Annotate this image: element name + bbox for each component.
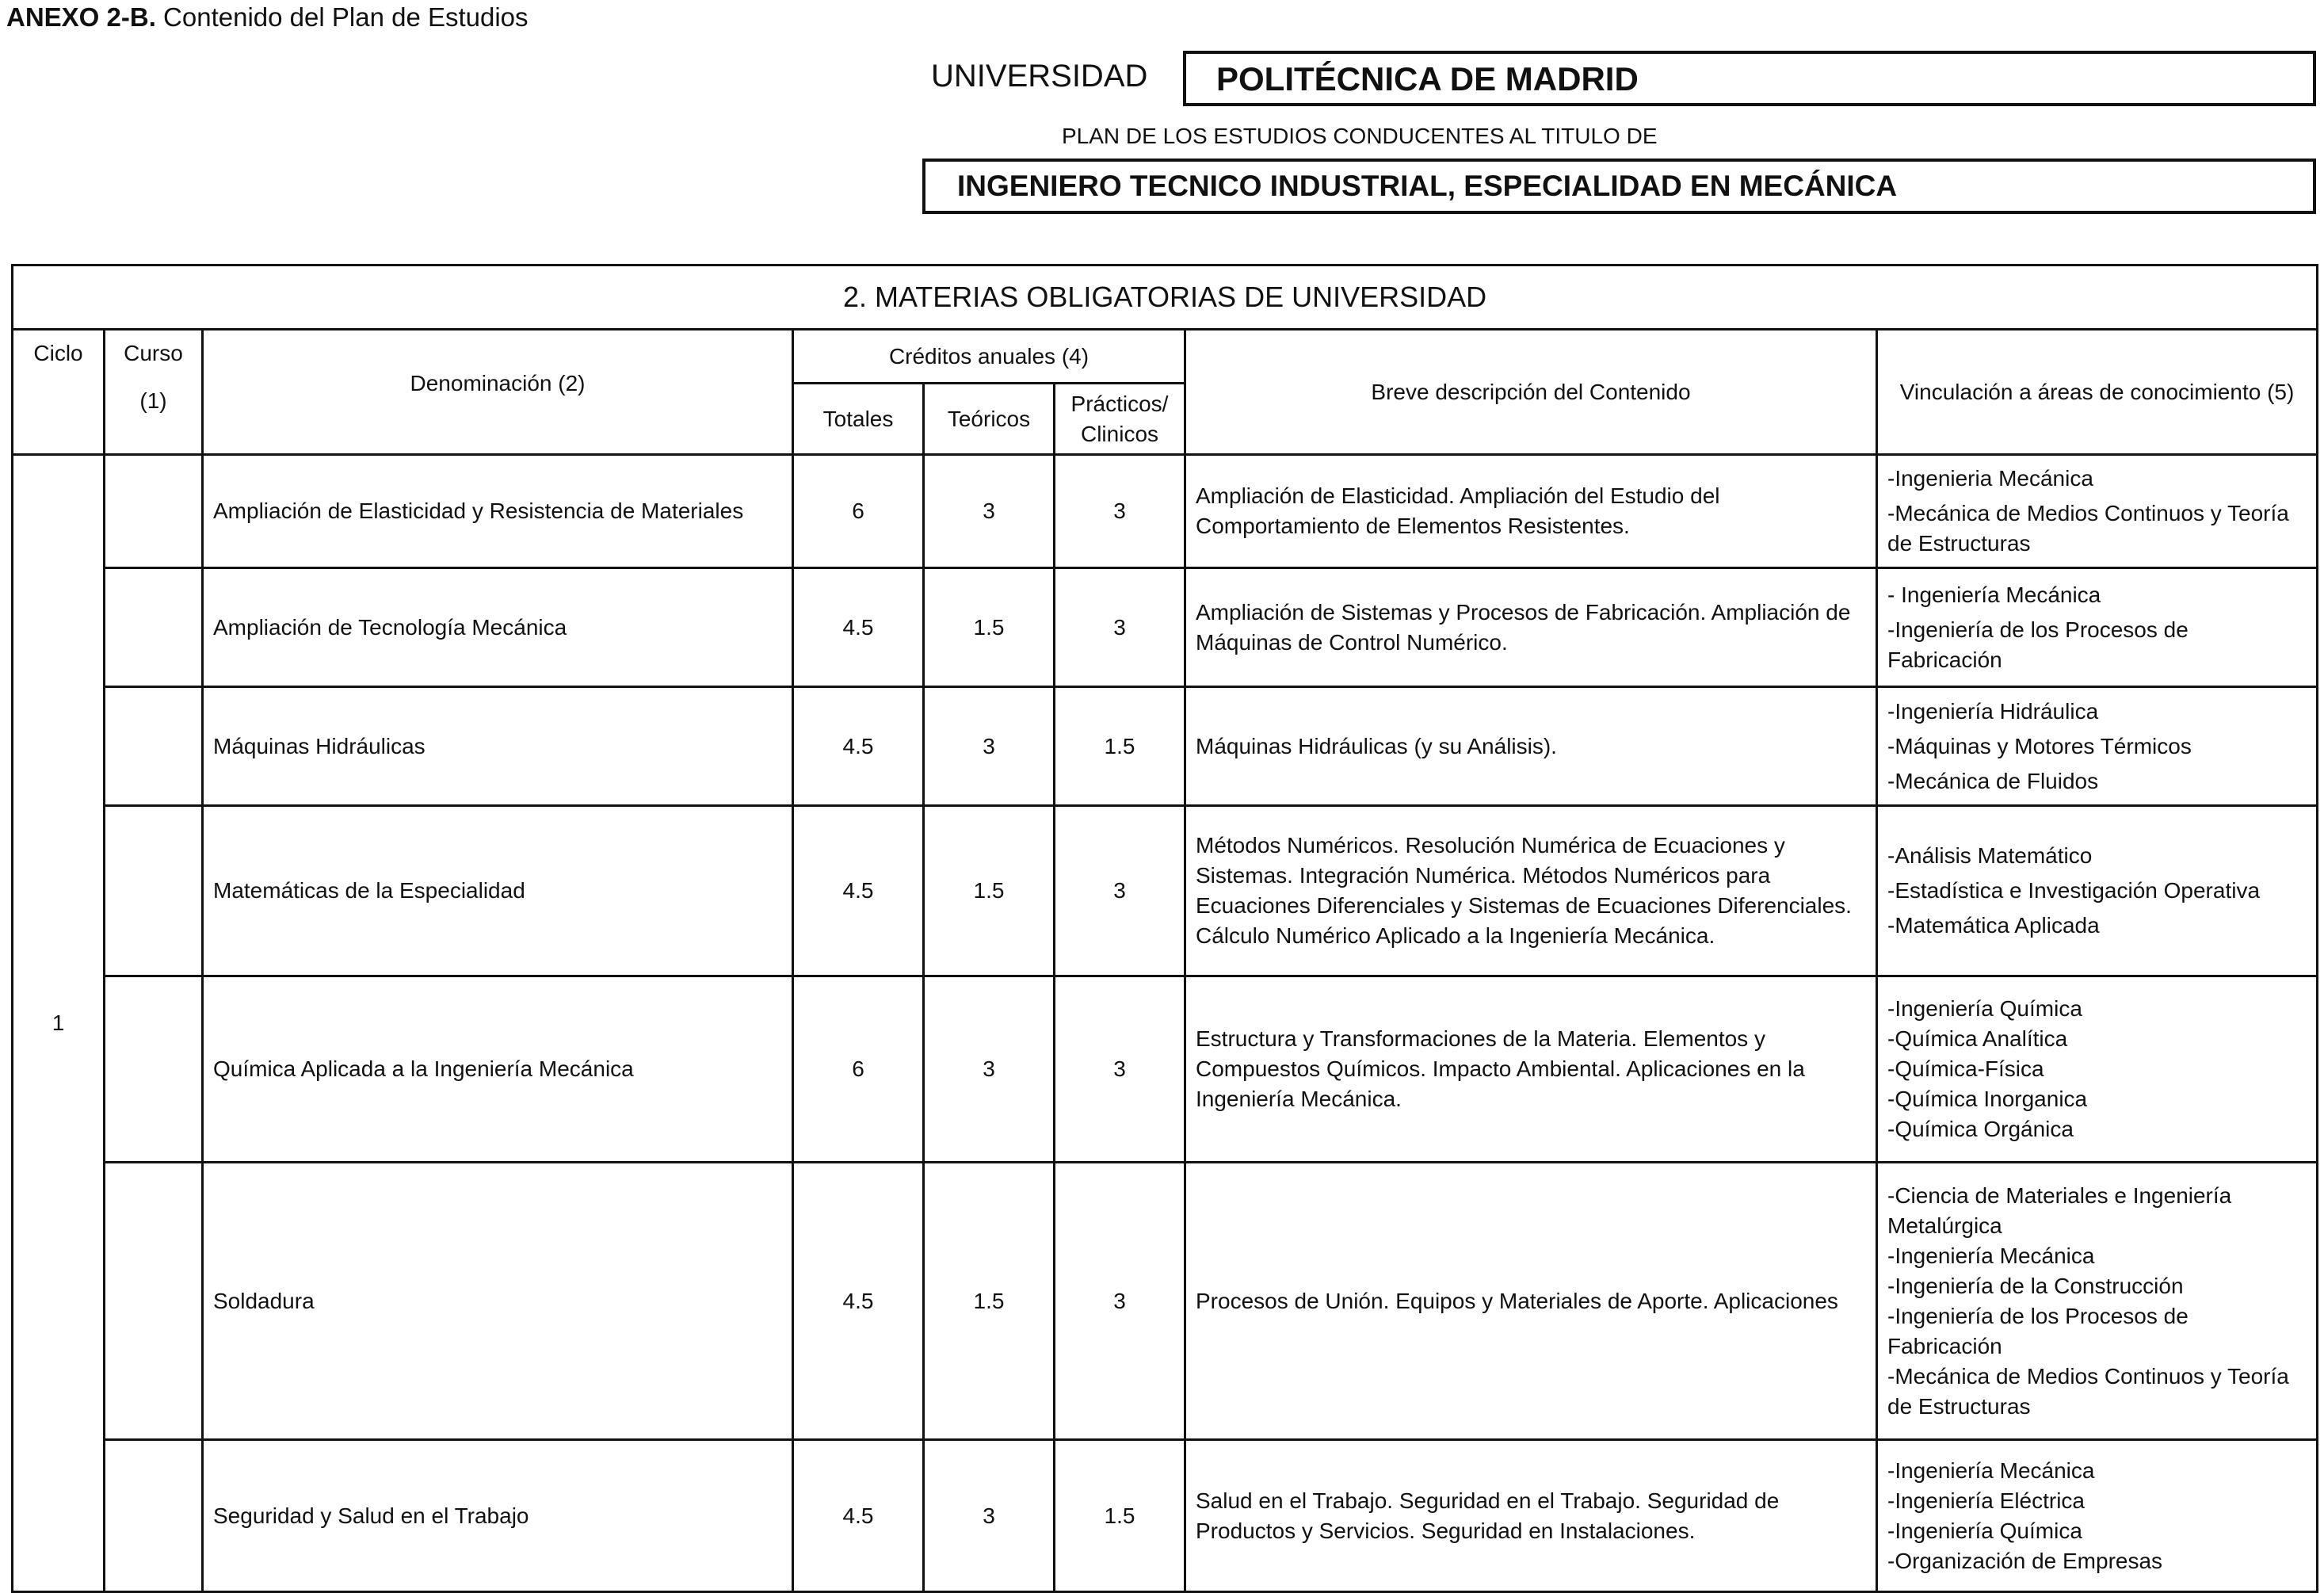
- annex-number: ANEXO 2-B.: [6, 2, 156, 32]
- table-row: [13, 455, 2318, 568]
- credits-theory: 3: [924, 976, 1055, 1163]
- knowledge-areas: [1877, 976, 2318, 1163]
- credits-practice: 3: [1055, 568, 1185, 687]
- header-ciclo: Ciclo: [13, 330, 105, 455]
- table-row: [13, 1163, 2318, 1440]
- subject-name: Soldadura: [203, 1163, 793, 1440]
- subject-name: Ampliación de Elasticidad y Resistencia de Materiales: [203, 455, 793, 568]
- credits-theory: 3: [924, 1440, 1055, 1592]
- university-name-box: POLITÉCNICA DE MADRID: [1183, 51, 2316, 106]
- credits-practice: 1.5: [1055, 687, 1185, 806]
- knowledge-area-item: -Análisis Matemático: [1887, 843, 2093, 868]
- credits-theory: 1.5: [924, 1163, 1055, 1440]
- subject-name: Máquinas Hidráulicas: [203, 687, 793, 806]
- knowledge-areas: [1877, 806, 2318, 976]
- credits-theory: 1.5: [924, 806, 1055, 976]
- annex-heading: [6, 2, 529, 33]
- knowledge-area-item: -Química Analítica: [1887, 1026, 2068, 1051]
- content-description: Máquinas Hidráulicas (y su Análisis).: [1185, 687, 1877, 806]
- knowledge-area-item: -Ingeniería Hidráulica: [1887, 698, 2099, 724]
- credits-total: 4.5: [793, 687, 924, 806]
- curso-cell: [105, 687, 203, 806]
- subject-name: Ampliación de Tecnología Mecánica: [203, 568, 793, 687]
- university-label: UNIVERSIDAD: [931, 59, 1148, 94]
- knowledge-area-item: -Ciencia de Materiales e Ingeniería Metalúrgica: [1887, 1182, 2232, 1238]
- knowledge-areas: [1877, 1163, 2318, 1440]
- credits-total: 4.5: [793, 568, 924, 687]
- knowledge-area-item: - Ingeniería Mecánica: [1887, 582, 2101, 607]
- table-row: [13, 568, 2318, 687]
- knowledge-area-item: -Química Inorganica: [1887, 1087, 2088, 1111]
- knowledge-areas: [1877, 455, 2318, 568]
- annex-title: Contenido del Plan de Estudios: [155, 2, 529, 32]
- credits-total: 4.5: [793, 1163, 924, 1440]
- header-teoricos: Teóricos: [924, 384, 1055, 455]
- credits-total: 6: [793, 455, 924, 568]
- header-curso-label: Curso: [124, 341, 183, 365]
- credits-theory: 1.5: [924, 568, 1055, 687]
- plan-label: PLAN DE LOS ESTUDIOS CONDUCENTES AL TITULO DE: [1062, 124, 1658, 148]
- content-description: Métodos Numéricos. Resolución Numérica de Ecuaciones y Sistemas. Integración Numérica. Métodos Numéricos para Ecuaciones Diferenciales y Sistemas de Ecuaciones Diferenciales. Cálculo Numérico Aplicado a la Ingeniería Mecánica.: [1185, 806, 1877, 976]
- knowledge-areas: [1877, 568, 2318, 687]
- knowledge-area-item: -Mecánica de Medios Continuos y Teoría de Estructuras: [1887, 1363, 2289, 1419]
- knowledge-area-item: -Química Orgánica: [1887, 1117, 2074, 1141]
- knowledge-areas: [1877, 1440, 2318, 1592]
- credits-practice: 3: [1055, 976, 1185, 1163]
- curso-cell: [105, 568, 203, 687]
- credits-theory: 3: [924, 455, 1055, 568]
- table-row: [13, 1440, 2318, 1592]
- curriculum-table: [11, 264, 2318, 1593]
- curso-cell: [105, 455, 203, 568]
- header-curso: [105, 330, 203, 455]
- credits-total: 4.5: [793, 1440, 924, 1592]
- knowledge-area-item: -Química-Física: [1887, 1056, 2044, 1081]
- subject-name: Matemáticas de la Especialidad: [203, 806, 793, 976]
- knowledge-area-item: -Estadística e Investigación Operativa: [1887, 878, 2261, 903]
- table-row: [13, 976, 2318, 1163]
- knowledge-area-item: -Matemática Aplicada: [1887, 913, 2100, 938]
- knowledge-areas: [1877, 687, 2318, 806]
- content-description: Ampliación de Sistemas y Procesos de Fabricación. Ampliación de Máquinas de Control Numérico.: [1185, 568, 1877, 687]
- credits-practice: 3: [1055, 1163, 1185, 1440]
- header-creditos: Créditos anuales (4): [793, 330, 1185, 384]
- curso-cell: [105, 1163, 203, 1440]
- knowledge-area-item: -Máquinas y Motores Térmicos: [1887, 733, 2192, 758]
- header-totales: Totales: [793, 384, 924, 455]
- credits-practice: 3: [1055, 806, 1185, 976]
- credits-total: 4.5: [793, 806, 924, 976]
- credits-total: 6: [793, 976, 924, 1163]
- content-description: Estructura y Transformaciones de la Materia. Elementos y Compuestos Químicos. Impacto Ambiental. Aplicaciones en la Ingeniería Mecánica.: [1185, 976, 1877, 1163]
- header-descripcion: Breve descripción del Contenido: [1185, 330, 1877, 455]
- subject-name: Química Aplicada a la Ingeniería Mecánica: [203, 976, 793, 1163]
- credits-practice: 3: [1055, 455, 1185, 568]
- content-description: Procesos de Unión. Equipos y Materiales de Aporte. Aplicaciones: [1185, 1163, 1877, 1440]
- curso-cell: [105, 806, 203, 976]
- knowledge-area-item: -Ingeniería Mecánica: [1887, 1243, 2095, 1268]
- table-row: [13, 687, 2318, 806]
- content-description: Salud en el Trabajo. Seguridad en el Trabajo. Seguridad de Productos y Servicios. Seguridad en Instalaciones.: [1185, 1440, 1877, 1592]
- knowledge-area-item: -Mecánica de Fluidos: [1887, 768, 2099, 793]
- table-row: [13, 806, 2318, 976]
- knowledge-area-item: -Ingeniería Química: [1887, 1518, 2082, 1543]
- knowledge-area-item: -Mecánica de Medios Continuos y Teoría de Estructuras: [1887, 501, 2289, 556]
- knowledge-area-item: -Organización de Empresas: [1887, 1548, 2163, 1573]
- header-curso-note: (1): [139, 388, 167, 413]
- credits-theory: 3: [924, 687, 1055, 806]
- content-description: Ampliación de Elasticidad. Ampliación del Estudio del Comportamiento de Elementos Resistentes.: [1185, 455, 1877, 568]
- header-practicos: Prácticos/ Clinicos: [1055, 384, 1185, 455]
- ciclo-cell: 1: [13, 455, 105, 1592]
- header-vinculacion: Vinculación a áreas de conocimiento (5): [1877, 330, 2318, 455]
- knowledge-area-item: -Ingeniería de los Procesos de Fabricación: [1887, 1303, 2189, 1358]
- header-denominacion: Denominación (2): [203, 330, 793, 455]
- credits-practice: 1.5: [1055, 1440, 1185, 1592]
- curso-cell: [105, 1440, 203, 1592]
- knowledge-area-item: -Ingeniería de la Construcción: [1887, 1273, 2184, 1298]
- section-title: 2. MATERIAS OBLIGATORIAS DE UNIVERSIDAD: [13, 266, 2318, 330]
- knowledge-area-item: -Ingeniería de los Procesos de Fabricación: [1887, 617, 2189, 672]
- knowledge-area-item: -Ingeniería Mecánica: [1887, 1457, 2095, 1483]
- subject-name: Seguridad y Salud en el Trabajo: [203, 1440, 793, 1592]
- knowledge-area-item: -Ingenieria Mecánica: [1887, 466, 2093, 491]
- curso-cell: [105, 976, 203, 1163]
- knowledge-area-item: -Ingeniería Química: [1887, 996, 2082, 1021]
- knowledge-area-item: -Ingeniería Eléctrica: [1887, 1488, 2085, 1513]
- degree-title-box: INGENIERO TECNICO INDUSTRIAL, ESPECIALIDAD EN MECÁNICA: [922, 159, 2316, 214]
